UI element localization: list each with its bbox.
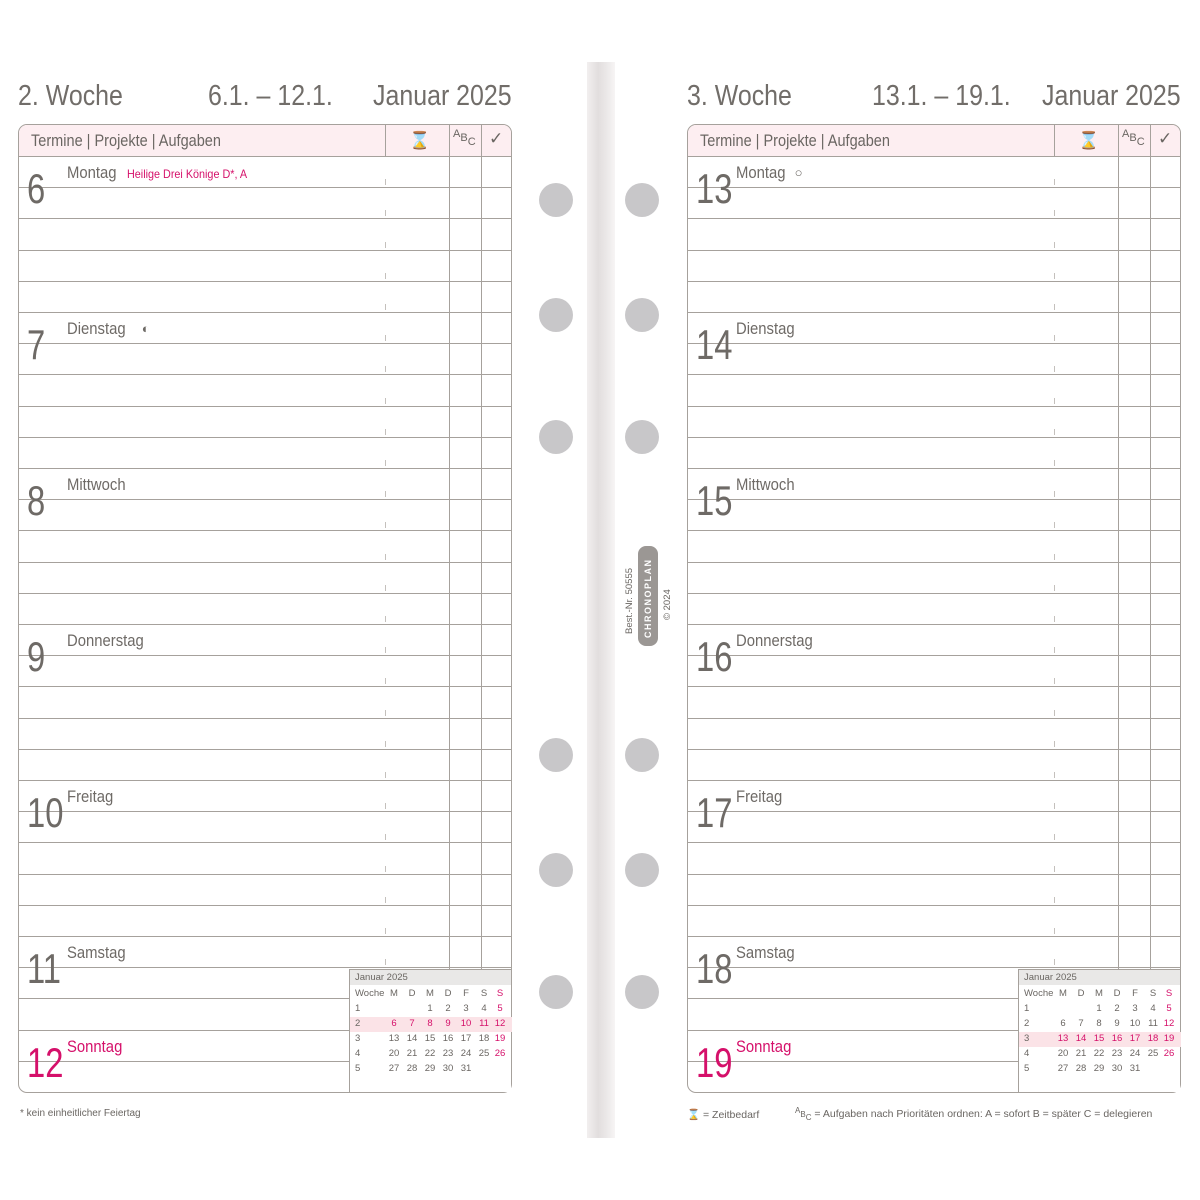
day-name: Samstag [67, 944, 126, 962]
mini-calendar-cell: 2 [1114, 1003, 1120, 1014]
day-name: Freitag [67, 788, 114, 806]
mini-calendar-cell: 1 [427, 1003, 433, 1014]
time-tick [385, 897, 386, 903]
day-number: 12 [27, 1038, 64, 1086]
writing-line [19, 374, 511, 375]
mini-calendar-cell: 24 [1129, 1048, 1141, 1059]
time-tick [1054, 398, 1055, 404]
mini-calendar-cell: 18 [478, 1033, 490, 1044]
time-tick [1054, 897, 1055, 903]
mini-calendar-cell: 24 [460, 1048, 472, 1059]
hourglass-icon: ⌛ [1078, 131, 1100, 150]
mini-calendar-cell: M [1095, 988, 1103, 999]
time-tick [385, 522, 386, 528]
time-tick [1054, 273, 1055, 279]
mini-calendar-cell: 22 [1093, 1048, 1105, 1059]
day-number: 6 [27, 165, 46, 212]
mini-calendar-cell: 11 [1148, 1018, 1158, 1029]
time-tick [1054, 866, 1055, 872]
mini-calendar-cell: 17 [1129, 1033, 1141, 1044]
binder-hole [625, 298, 659, 332]
writing-line [688, 842, 1180, 843]
day-separator-line [688, 312, 1180, 313]
time-tick [385, 647, 386, 653]
day-name-underline [736, 499, 1054, 500]
binder-hole [625, 738, 659, 772]
legend-priority-text: = Aufgaben nach Prioritäten ordnen: A = sofort B = später C = delegieren [814, 1108, 1153, 1120]
day-separator-line [688, 468, 1180, 469]
time-tick [1054, 210, 1055, 216]
mini-calendar-cell: Woche [1024, 988, 1054, 999]
mini-calendar-cell: 4 [1024, 1048, 1030, 1059]
writing-line [19, 842, 511, 843]
mini-calendar-cell: 5 [1166, 1003, 1172, 1014]
mini-calendar-cell: 2 [1024, 1018, 1030, 1029]
time-tick [1054, 491, 1055, 497]
mini-calendar-row [350, 1002, 512, 1017]
binder-hole [539, 975, 573, 1009]
mini-calendar-row [1019, 1047, 1181, 1062]
mini-calendar-cell: 3 [463, 1003, 469, 1014]
check-icon: ✓ [489, 129, 504, 148]
mini-calendar-row [1019, 1062, 1181, 1077]
mini-calendar-cell: 31 [460, 1063, 472, 1074]
time-tick [385, 210, 386, 216]
binder-hole [625, 183, 659, 217]
mini-calendar-row [1019, 987, 1181, 1002]
brand-logo: CHRONOPLAN [643, 558, 653, 638]
mini-calendar-cell: 31 [1129, 1063, 1141, 1074]
mini-calendar-cell: 23 [1111, 1048, 1123, 1059]
day-separator-line [688, 780, 1180, 781]
day-name-underline [736, 811, 1054, 812]
legend-time [687, 1108, 759, 1121]
day-separator-line [19, 1030, 349, 1031]
binder-hole [539, 298, 573, 332]
day-separator-line [688, 624, 1180, 625]
mini-calendar [1018, 969, 1180, 1092]
writing-line [19, 749, 511, 750]
time-tick [1054, 585, 1055, 591]
mini-calendar-row [350, 1032, 512, 1047]
day-name-underline [736, 1061, 1018, 1062]
writing-line [19, 250, 511, 251]
mini-calendar-cell: 2 [445, 1003, 451, 1014]
mini-calendar-row [1019, 1032, 1181, 1047]
week-label: 3. Woche [687, 80, 792, 112]
day-name-underline [736, 187, 1054, 188]
mini-calendar-cell: 20 [1057, 1048, 1069, 1059]
time-tick [1054, 366, 1055, 372]
mini-calendar-cell: 5 [497, 1003, 503, 1014]
day-separator-line [688, 1030, 1018, 1031]
time-tick [1054, 741, 1055, 747]
day-number: 7 [27, 321, 46, 368]
writing-line [688, 905, 1180, 906]
mini-calendar-cell: D [444, 988, 452, 999]
time-tick [385, 429, 386, 435]
day-name-underline [736, 343, 1054, 344]
day-name-underline [67, 187, 385, 188]
writing-line [19, 905, 511, 906]
writing-line [688, 437, 1180, 438]
mini-calendar-cell: F [463, 988, 469, 999]
writing-line [688, 874, 1180, 875]
binder-hole [625, 975, 659, 1009]
day-name: Sonntag [736, 1037, 792, 1056]
mini-calendar-cell: 27 [388, 1063, 400, 1074]
mini-calendar-cell: 4 [481, 1003, 487, 1014]
time-tick [1054, 710, 1055, 716]
day-name-underline [67, 655, 385, 656]
day-name: Mittwoch [736, 476, 795, 494]
moon-phase-icon: ◐ [141, 321, 150, 336]
day-name-underline [736, 967, 1018, 968]
day-separator-line [19, 312, 511, 313]
writing-line [19, 218, 511, 219]
mini-calendar-cell: 3 [1024, 1033, 1030, 1044]
mini-calendar-cell: 13 [388, 1033, 400, 1044]
writing-line [19, 874, 511, 875]
writing-line [19, 718, 511, 719]
mini-calendar-cell: 30 [442, 1063, 454, 1074]
mini-calendar-cell: 20 [388, 1048, 400, 1059]
table-header [19, 125, 511, 157]
week-label: 2. Woche [18, 80, 123, 112]
mini-calendar-cell: 11 [479, 1018, 489, 1029]
day-name: Mittwoch [67, 476, 126, 494]
mini-calendar-cell: 28 [1075, 1063, 1087, 1074]
day-number: 14 [696, 321, 733, 368]
mini-calendar [349, 969, 511, 1092]
mini-calendar-cell: 15 [424, 1033, 436, 1044]
day-separator-line [19, 936, 511, 937]
mini-calendar-cell: 1 [1024, 1003, 1030, 1014]
mini-calendar-cell: 27 [1057, 1063, 1069, 1074]
binder-hole [539, 853, 573, 887]
month-year: Januar 2025 [373, 80, 512, 112]
date-range: 6.1. – 12.1. [208, 80, 333, 112]
order-number: Best.-Nr. 50555 [624, 567, 635, 634]
table-header-title: Termine | Projekte | Aufgaben [700, 132, 890, 150]
footnote: * kein einheitlicher Feiertag [20, 1108, 141, 1119]
time-tick [1054, 647, 1055, 653]
day-name-underline [736, 655, 1054, 656]
mini-calendar-cell: 7 [409, 1018, 415, 1029]
mini-calendar-cell: 19 [1163, 1033, 1175, 1044]
time-tick [385, 678, 386, 684]
writing-line [688, 749, 1180, 750]
mini-calendar-cell: 6 [1060, 1018, 1066, 1029]
mini-calendar-cell: 9 [1114, 1018, 1120, 1029]
mini-calendar-cell: 1 [1096, 1003, 1102, 1014]
priority-abc-icon: $^AB_C$ [795, 1106, 812, 1122]
hourglass-icon: ⌛ [409, 131, 431, 150]
mini-calendar-cell: 5 [355, 1063, 361, 1074]
day-number: 9 [27, 633, 46, 680]
mini-calendar-title: Januar 2025 [1018, 969, 1180, 985]
mini-calendar-cell: 3 [1132, 1003, 1138, 1014]
day-separator-line [688, 936, 1180, 937]
writing-line [19, 562, 511, 563]
check-icon: ✓ [1158, 129, 1173, 148]
writing-line [688, 593, 1180, 594]
mini-calendar-cell: 25 [478, 1048, 490, 1059]
binder-hole [539, 183, 573, 217]
mini-calendar-cell: 15 [1093, 1033, 1105, 1044]
mini-calendar-cell: 3 [355, 1033, 361, 1044]
time-tick [1054, 554, 1055, 560]
moon-phase-icon: ○ [794, 165, 803, 180]
mini-calendar-cell: 10 [1129, 1018, 1141, 1029]
time-tick [1054, 803, 1055, 809]
time-tick [1054, 335, 1055, 341]
mini-calendar-row [1019, 1017, 1181, 1032]
time-tick [385, 242, 386, 248]
day-separator-line [19, 624, 511, 625]
mini-calendar-cell: M [426, 988, 434, 999]
mini-calendar-cell: Woche [355, 988, 385, 999]
mini-calendar-cell: 21 [406, 1048, 418, 1059]
time-tick [1054, 429, 1055, 435]
day-name-underline [67, 967, 349, 968]
mini-calendar-title: Januar 2025 [349, 969, 511, 985]
time-tick [385, 741, 386, 747]
time-tick [385, 710, 386, 716]
time-tick [385, 491, 386, 497]
day-name: Donnerstag [67, 632, 144, 650]
mini-calendar-row [350, 987, 512, 1002]
writing-line [688, 562, 1180, 563]
time-tick [385, 772, 386, 778]
writing-line [19, 593, 511, 594]
writing-line [688, 718, 1180, 719]
priority-abc-icon: ABC [453, 128, 476, 148]
time-tick [385, 803, 386, 809]
writing-line [688, 686, 1180, 687]
mini-calendar-cell: 19 [494, 1033, 506, 1044]
mini-calendar-row [1019, 1002, 1181, 1017]
time-tick [385, 398, 386, 404]
day-number: 13 [696, 165, 733, 212]
mini-calendar-cell: 9 [445, 1018, 451, 1029]
time-tick [385, 273, 386, 279]
mini-calendar-cell: 26 [494, 1048, 506, 1059]
day-name: Dienstag [67, 320, 126, 338]
mini-calendar-cell: 4 [1150, 1003, 1156, 1014]
time-tick [1054, 460, 1055, 466]
time-tick [385, 834, 386, 840]
mini-calendar-row [350, 1047, 512, 1062]
day-name: Donnerstag [736, 632, 813, 650]
writing-line [688, 374, 1180, 375]
mini-calendar-cell: 16 [1111, 1033, 1123, 1044]
binder-hole [539, 738, 573, 772]
mini-calendar-cell: M [390, 988, 398, 999]
day-number: 17 [696, 789, 733, 836]
day-name: Samstag [736, 944, 795, 962]
day-number: 8 [27, 477, 46, 524]
binder-hole [625, 853, 659, 887]
day-name-underline [67, 811, 385, 812]
mini-calendar-cell: 12 [1163, 1018, 1175, 1029]
mini-calendar-cell: 25 [1147, 1048, 1159, 1059]
mini-calendar-cell: S [496, 988, 504, 999]
time-tick [1054, 772, 1055, 778]
mini-calendar-row [350, 1017, 512, 1032]
holiday-label: Heilige Drei Könige D*, A [127, 167, 248, 181]
mini-calendar-cell: 1 [355, 1003, 361, 1014]
time-tick [1054, 179, 1055, 185]
time-tick [385, 304, 386, 310]
day-name-underline [67, 343, 385, 344]
time-tick [1054, 834, 1055, 840]
mini-calendar-cell: 4 [355, 1048, 361, 1059]
mini-calendar-grid [1018, 985, 1180, 1092]
day-number: 11 [27, 945, 62, 992]
table-header-title: Termine | Projekte | Aufgaben [31, 132, 221, 150]
time-tick [1054, 304, 1055, 310]
mini-calendar-cell: D [1077, 988, 1085, 999]
writing-line [688, 218, 1180, 219]
time-tick [385, 335, 386, 341]
mini-calendar-cell: 13 [1057, 1033, 1069, 1044]
date-range: 13.1. – 19.1. [872, 80, 1011, 112]
mini-calendar-cell: 29 [1093, 1063, 1105, 1074]
day-separator-line [19, 468, 511, 469]
mini-calendar-cell: D [1113, 988, 1121, 999]
time-tick [385, 366, 386, 372]
mini-calendar-grid [349, 985, 511, 1092]
time-tick [1054, 678, 1055, 684]
writing-line [688, 998, 1018, 999]
day-name-underline [67, 499, 385, 500]
day-number: 10 [27, 789, 64, 836]
day-separator-line [19, 780, 511, 781]
hourglass-icon: ⌛ [687, 1109, 701, 1121]
writing-line [688, 530, 1180, 531]
time-tick [385, 554, 386, 560]
mini-calendar-cell: 18 [1147, 1033, 1159, 1044]
table-header [688, 125, 1180, 157]
legend-time-text: = Zeitbedarf [703, 1109, 760, 1121]
mini-calendar-cell: 10 [460, 1018, 472, 1029]
mini-calendar-cell: 14 [1075, 1033, 1087, 1044]
time-tick [1054, 616, 1055, 622]
mini-calendar-cell: 28 [406, 1063, 418, 1074]
mini-calendar-cell: 6 [391, 1018, 397, 1029]
day-number: 18 [696, 945, 733, 992]
mini-calendar-row [350, 1062, 512, 1077]
time-tick [385, 616, 386, 622]
mini-calendar-cell: 5 [1024, 1063, 1030, 1074]
mini-calendar-cell: 14 [406, 1033, 418, 1044]
day-name: Dienstag [736, 320, 795, 338]
priority-abc-icon: ABC [1122, 128, 1145, 148]
binder-hole [625, 420, 659, 454]
mini-calendar-cell: S [1149, 988, 1157, 999]
legend-priority [795, 1108, 1152, 1120]
mini-calendar-cell: S [1165, 988, 1173, 999]
day-number: 16 [696, 633, 733, 680]
mini-calendar-cell: 16 [442, 1033, 454, 1044]
writing-line [688, 406, 1180, 407]
week-table [18, 124, 512, 1093]
time-column-divider [385, 125, 386, 156]
writing-line [688, 250, 1180, 251]
day-number: 15 [696, 477, 733, 524]
time-tick [385, 959, 386, 965]
mini-calendar-cell: 22 [424, 1048, 436, 1059]
mini-calendar-cell: S [480, 988, 488, 999]
time-tick [1054, 242, 1055, 248]
time-tick [385, 585, 386, 591]
day-name-underline [67, 1061, 349, 1062]
mini-calendar-cell: 21 [1075, 1048, 1087, 1059]
time-column-divider [1054, 125, 1055, 156]
writing-line [19, 686, 511, 687]
mini-calendar-cell: 17 [460, 1033, 472, 1044]
writing-line [19, 281, 511, 282]
day-number: 19 [696, 1038, 733, 1086]
binder-spine [587, 62, 615, 1138]
time-tick [1054, 522, 1055, 528]
day-name: Montag [736, 164, 786, 182]
writing-line [688, 281, 1180, 282]
binder-hole [539, 420, 573, 454]
day-name: Montag [67, 164, 117, 182]
mini-calendar-cell: F [1132, 988, 1138, 999]
writing-line [19, 406, 511, 407]
time-tick [1054, 928, 1055, 934]
week-table [687, 124, 1181, 1093]
time-tick [1054, 959, 1055, 965]
mini-calendar-cell: 8 [427, 1018, 433, 1029]
month-year: Januar 2025 [1042, 80, 1181, 112]
mini-calendar-cell: 26 [1163, 1048, 1175, 1059]
copyright: © 2024 [662, 589, 673, 620]
mini-calendar-cell: 29 [424, 1063, 436, 1074]
mini-calendar-cell: 12 [494, 1018, 506, 1029]
time-tick [385, 928, 386, 934]
day-name: Freitag [736, 788, 783, 806]
time-tick [385, 866, 386, 872]
mini-calendar-cell: 30 [1111, 1063, 1123, 1074]
mini-calendar-cell: 7 [1078, 1018, 1084, 1029]
mini-calendar-cell: D [408, 988, 416, 999]
mini-calendar-cell: 8 [1096, 1018, 1102, 1029]
writing-line [19, 530, 511, 531]
writing-line [19, 998, 349, 999]
mini-calendar-cell: 23 [442, 1048, 454, 1059]
time-tick [385, 460, 386, 466]
mini-calendar-cell: 2 [355, 1018, 361, 1029]
writing-line [19, 437, 511, 438]
day-name: Sonntag [67, 1037, 123, 1056]
time-tick [385, 179, 386, 185]
mini-calendar-cell: M [1059, 988, 1067, 999]
